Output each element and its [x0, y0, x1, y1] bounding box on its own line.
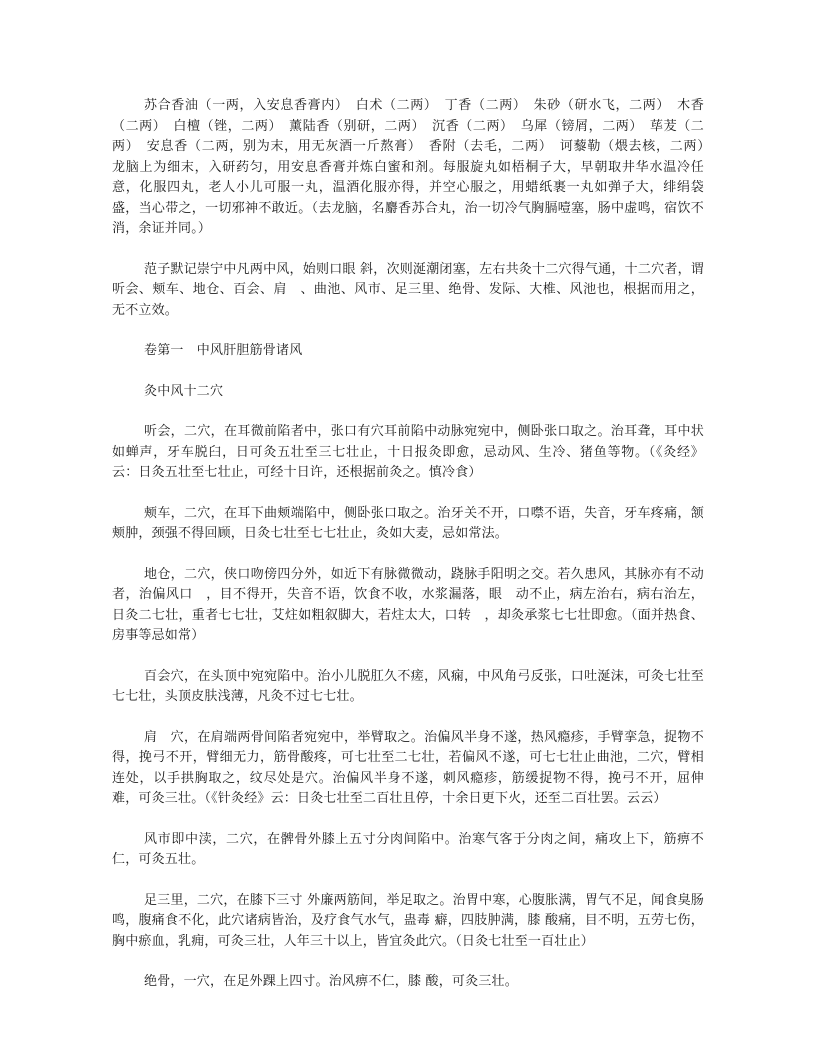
acupoint-zusanli: 足三里，二穴，在膝下三寸 外廉两筋间，举足取之。治胃中寒，心腹胀满，胃气不足，闻食臭肠鸣，腹痛食不化，此穴诸病皆治，及疗食气水气，蛊毒 癖，四肢肿满，膝 酸痛，目不明，五劳七伤，胸中瘀血，乳痈，可灸三壮，人年三十以上，皆宜灸此穴。（日灸七壮至一百壮止）	[112, 892, 704, 949]
acupoint-juegu: 绝骨，一穴，在足外踝上四寸。治风痹不仁，膝 酸，可灸三壮。	[144, 974, 518, 989]
chapter-title: 卷第一 中风肝胆筋骨诸风	[144, 343, 303, 358]
acupoint-tinghui: 听会，二穴，在耳微前陷者中，张口有穴耳前陷中动脉宛宛中，侧卧张口取之。治耳聋，耳中状如蝉声，牙车脱臼，日可灸五壮至三七壮止，十日报灸即愈，忌动风、生冷、猪鱼等物。（《灸经》云：日灸五壮至七壮止，可经十日许，还根据前灸之。慎冷食）	[112, 424, 704, 480]
formula-paragraph: 苏合香油（一两，入安息香膏内） 白术（二两） 丁香（二两） 朱砂（研水飞，二两） 木香（二两） 白檀（锉，二两） 薰陆香（别研，二两） 沉香（二两） 乌犀（镑屑，二两） 荜茇（二两） 安息香（二两，别为末，用无灰酒一斤熬膏） 香附（去毛，二两） 诃藜勒（煨去核，二两） 龙脑上为细末，入研药匀，用安息香膏并炼白蜜和剂。每服旋丸如梧桐子大，早朝取井华水温冷任意，化服四丸，老人小儿可服一丸，温酒化服亦得，并空心服之，用蜡纸裹一丸如弹子大，绯绢袋盛，当心带之，一切邪神不敢近。（去龙脑，名麝香苏合丸，治一切冷气胸膈噎塞，肠中虚鸣，宿饮不消，余证并同。）	[112, 98, 718, 236]
acupoint-jianyu: 肩 穴，在肩端两骨间陷者宛宛中，举臂取之。治偏风半身不遂，热风瘾疹，手臂挛急，捉物不得，挽弓不开，臂细无力，筋骨酸疼，可七壮至二七壮，若偏风不遂，可七七壮止曲池，二穴，臂相连处，以手拱胸取之，纹尽处是穴。治偏风半身不遂，刺风瘾疹，筋缓捉物不得，挽弓不开，屈伸难，可灸三壮。（《针灸经》云：日灸七壮至二百壮且停，十余日更下火，还至二百壮罢。云云）	[112, 729, 704, 806]
acupoint-dicang: 地仓，二穴，侠口吻傍四分外，如近下有脉微微动，跷脉手阳明之交。若久患风，其脉亦有不动者，治偏风口 ，目不得开，失音不语，饮食不收，水浆漏落，眼 动不止，病左治右，病右治左，日灸二七壮，重者七七壮，艾炷如粗叙脚大，若炷太大，口转 ，却灸承浆七七壮即愈。（面并热食、房事等忌如常）	[112, 566, 704, 643]
acupoint-jiache: 颊车，二穴，在耳下曲颊端陷中，侧卧张口取之。治牙关不开，口噤不语，失音，牙车疼痛，颔颊肿，颈强不得回顾，日灸七壮至七七壮止，灸如大麦，忌如常法。	[112, 505, 704, 541]
case-record-paragraph: 范子默记崇宁中凡两中风，始则口眼 斜，次则涎潮闭塞，左右共灸十二穴得气通，十二穴者，谓听会、颊车、地仓、百会、肩 、曲池、风市、足三里、绝骨、发际、大椎、风池也，根据而用之，无不立效。	[112, 261, 704, 318]
acupoint-fengshi: 风市即中渎，二穴，在髀骨外膝上五寸分肉间陷中。治寒气客于分肉之间，痛攻上下，筋痹不仁，可灸五壮。	[112, 831, 704, 867]
document-page	[112, 96, 718, 1013]
section-title: 灸中风十二穴	[144, 383, 224, 399]
acupoint-baihui: 百会穴，在头顶中宛宛陷中。治小儿脱肛久不瘥，风痫，中风角弓反张，口吐涎沫，可灸七壮至七七壮，头顶皮肤浅薄，凡灸不过七七壮。	[112, 668, 704, 704]
